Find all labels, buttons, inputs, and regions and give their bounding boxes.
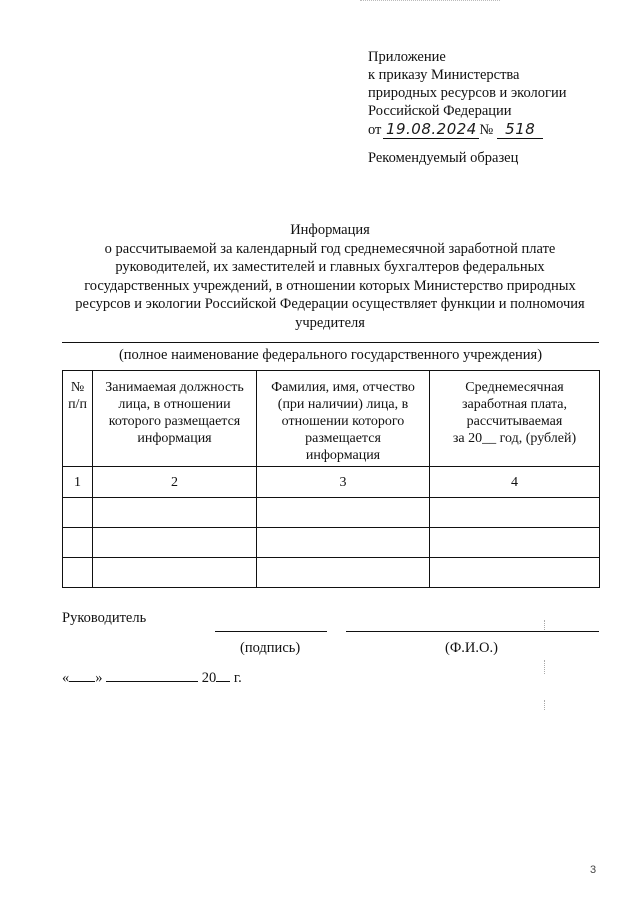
- table-row: [63, 558, 600, 588]
- title-line: о рассчитываемой за календарный год среднемесячной заработной плате: [104, 240, 556, 257]
- header-text: (при наличии) лица, в: [277, 397, 409, 412]
- header-cell-position: [93, 371, 257, 467]
- table-number-row: [63, 467, 600, 498]
- order-number-handwritten: 518: [497, 120, 543, 139]
- table-cell: [257, 498, 430, 528]
- scan-artifact-dots: [544, 620, 549, 630]
- header-text: отношении которого: [281, 414, 405, 429]
- day-blank: [69, 667, 95, 682]
- table-cell: [430, 498, 600, 528]
- table-header-row: [63, 371, 600, 467]
- table-cell: [93, 498, 257, 528]
- table-row: [63, 528, 600, 558]
- header-cell-full-name: [257, 371, 430, 467]
- header-line: природных ресурсов и экологии: [368, 85, 567, 101]
- scan-artifact-dots: [544, 700, 549, 710]
- title-line: руководителей, их заместителей и главных бухгалтеров федеральных: [115, 259, 545, 276]
- signature-line: [215, 631, 327, 632]
- table-cell: [93, 528, 257, 558]
- header-text: которого размещается: [108, 414, 241, 429]
- header-line: к приказу Министерства: [368, 67, 520, 83]
- header-text: размещается: [305, 431, 381, 446]
- order-reference: [368, 120, 628, 140]
- column-number-cell: 4: [430, 467, 600, 498]
- title-line: учредителя: [295, 314, 365, 331]
- month-blank: [106, 667, 198, 682]
- close-quote: »: [95, 670, 103, 686]
- scan-artifact-top: [360, 0, 500, 3]
- table-cell: [63, 528, 93, 558]
- header-text: Занимаемая должность: [105, 380, 244, 395]
- header-text: заработная плата,: [462, 397, 567, 412]
- table-cell: [63, 558, 93, 588]
- table-cell: [430, 528, 600, 558]
- header-text: информация: [137, 431, 212, 446]
- header-cell-salary: [430, 371, 600, 467]
- scan-artifact-dots: [544, 660, 549, 674]
- sample-label: Рекомендуемый образец: [368, 150, 519, 166]
- header-text: Фамилия, имя, отчество: [271, 380, 415, 395]
- header-line: Приложение: [368, 49, 446, 65]
- full-name-caption: (Ф.И.О.): [445, 640, 498, 656]
- header-line: Российской Федерации: [368, 103, 512, 119]
- header-text: лица, в отношении: [118, 397, 231, 412]
- table-cell: [257, 528, 430, 558]
- header-cell-number: [63, 371, 93, 467]
- header-text: №: [70, 380, 85, 395]
- title-heading: Информация: [290, 222, 370, 238]
- open-quote: «: [62, 670, 70, 686]
- header-text: рассчитываемая: [466, 414, 563, 429]
- document-title: [60, 221, 600, 333]
- header-text: информация: [305, 448, 381, 463]
- order-prefix: от: [368, 122, 382, 138]
- head-label: Руководитель: [62, 610, 147, 626]
- year-suffix: г.: [233, 670, 242, 686]
- year-prefix: 20: [201, 670, 217, 686]
- order-date-handwritten: 19.08.2024: [383, 120, 479, 139]
- header-text: за 20__ год, (рублей): [452, 431, 577, 446]
- org-name-line: [62, 342, 599, 343]
- year-blank: [216, 667, 230, 682]
- table-row: [63, 498, 600, 528]
- table-cell: [257, 558, 430, 588]
- header-text: п/п: [68, 397, 87, 412]
- signature-caption: (подпись): [240, 640, 301, 656]
- table-cell: [430, 558, 600, 588]
- date-line: [62, 667, 242, 687]
- title-line: государственных учреждений, в отношении которых Министерство природных: [84, 277, 576, 294]
- order-number-sign: №: [479, 122, 494, 138]
- title-line: ресурсов и экологии Российской Федерации осуществляет функции и полномочия: [75, 296, 585, 313]
- column-number-cell: 3: [257, 467, 430, 498]
- header-text: Среднемесячная: [465, 380, 564, 395]
- page-number: 3: [590, 864, 597, 876]
- column-number-cell: 1: [63, 467, 93, 498]
- org-name-caption: (полное наименование федерального государственного учреждения): [118, 347, 543, 363]
- appendix-header: [368, 48, 628, 140]
- table-cell: [93, 558, 257, 588]
- table-cell: [63, 498, 93, 528]
- salary-info-table: [62, 370, 600, 588]
- column-number-cell: 2: [93, 467, 257, 498]
- full-name-line: [346, 631, 599, 632]
